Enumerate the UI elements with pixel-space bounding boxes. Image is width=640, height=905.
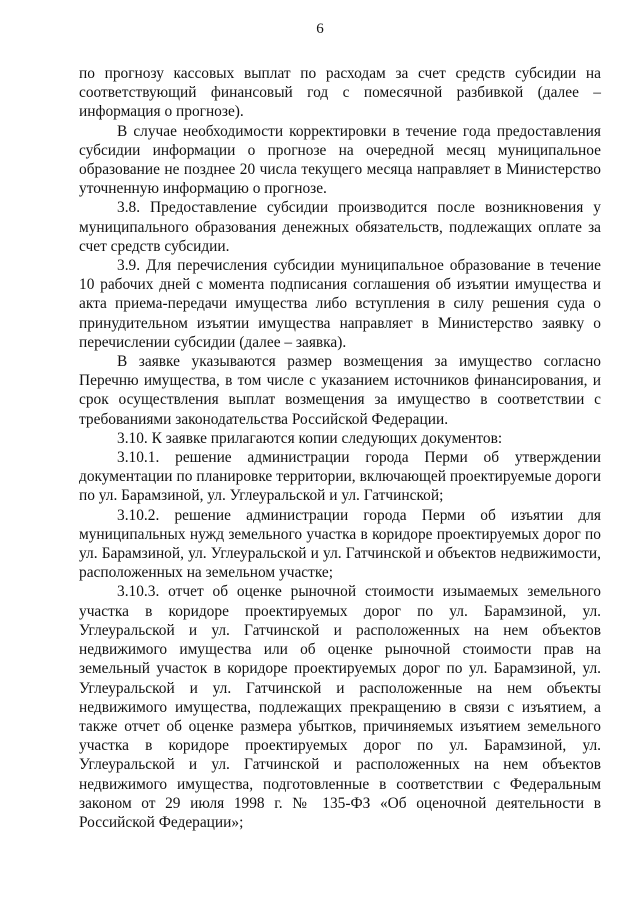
paragraph-3-10-2: 3.10.2. решение администрации города Перми об изъятии для муниципальных нужд земельного участка в коридоре проектируемых дорог по ул. Барамзиной, ул. Углеуральской и ул. Гатчинской и объектов недвижимости, расположенных на земельном участке; — [79, 506, 601, 582]
paragraph-3-10: 3.10. К заявке прилагаются копии следующих документов: — [117, 429, 503, 447]
page-number: 6 — [316, 21, 324, 37]
paragraph-application-contents: В заявке указываются размер возмещения за имущество согласно Перечню имущества, в том числе с указанием источников финансирования, и срок осуществления выплат возмещения за имущество в соответствии с требованиями законодательства Российской Федерации. — [79, 353, 601, 428]
paragraph-3-9: 3.9. Для перечисления субсидии муниципальное образование в течение 10 рабочих дней с момента подписания соглашения об изъятии имущества и акта приема-передачи имущества либо вступления в силу решения суда о принудительном изъятии имущества направляет в Министерство заявку о перечислении субсидии (далее – заявка). — [79, 257, 601, 351]
paragraph-3-10-3: 3.10.3. отчет об оценке рыночной стоимости изымаемых земельного участка в коридоре проектируемых дорог по ул. Барамзиной, ул. Углеуральской и ул. Гатчинской и расположенных на нем объектов недвижимого имущества или об оценке рыночной стоимости прав на земельный участок в коридоре проектируемых дорог по ул. Барамзиной, ул. Углеуральской и ул. Гатчинской и расположенные на нем объекты недвижимого имущества, подлежащих прекращению в связи с изъятием, а также отчет об оценке размера убытков, причиняемых изъятием земельного участка в коридоре проектируемых дорог по ул. Барамзиной, ул. Углеуральской и ул. Гатчинской и расположенных на нем объектов недвижимого имущества, подготовленные в соответствии с Федеральным законом от 29 июля 1998 г. № 135-ФЗ «Об оценочной деятельности в Российской Федерации»; — [79, 583, 601, 831]
paragraph-forecast-correction: В случае необходимости корректировки в течение года предоставления субсидии информации о прогнозе на очередной месяц муниципальное образование не позднее 20 числа текущего месяца направляет в Министерство уточненную информацию о прогнозе. — [79, 122, 601, 198]
paragraph-3-8: 3.8. Предоставление субсидии производится после возникновения у муниципального образования денежных обязательств, подлежащих оплате за счет средств субсидии. — [79, 199, 601, 255]
paragraph-3-10-1: 3.10.1. решение администрации города Перми об утверждении документации по планировке территории, включающей проектируемые дороги по ул. Барамзиной, ул. Углеуральской и ул. Гатчинской; — [79, 449, 601, 505]
paragraph-forecast-info: по прогнозу кассовых выплат по расходам за счет средств субсидии на соответствующий финансовый год с помесячной разбивкой (далее – информация о прогнозе). — [79, 65, 601, 121]
document-body — [79, 64, 601, 832]
